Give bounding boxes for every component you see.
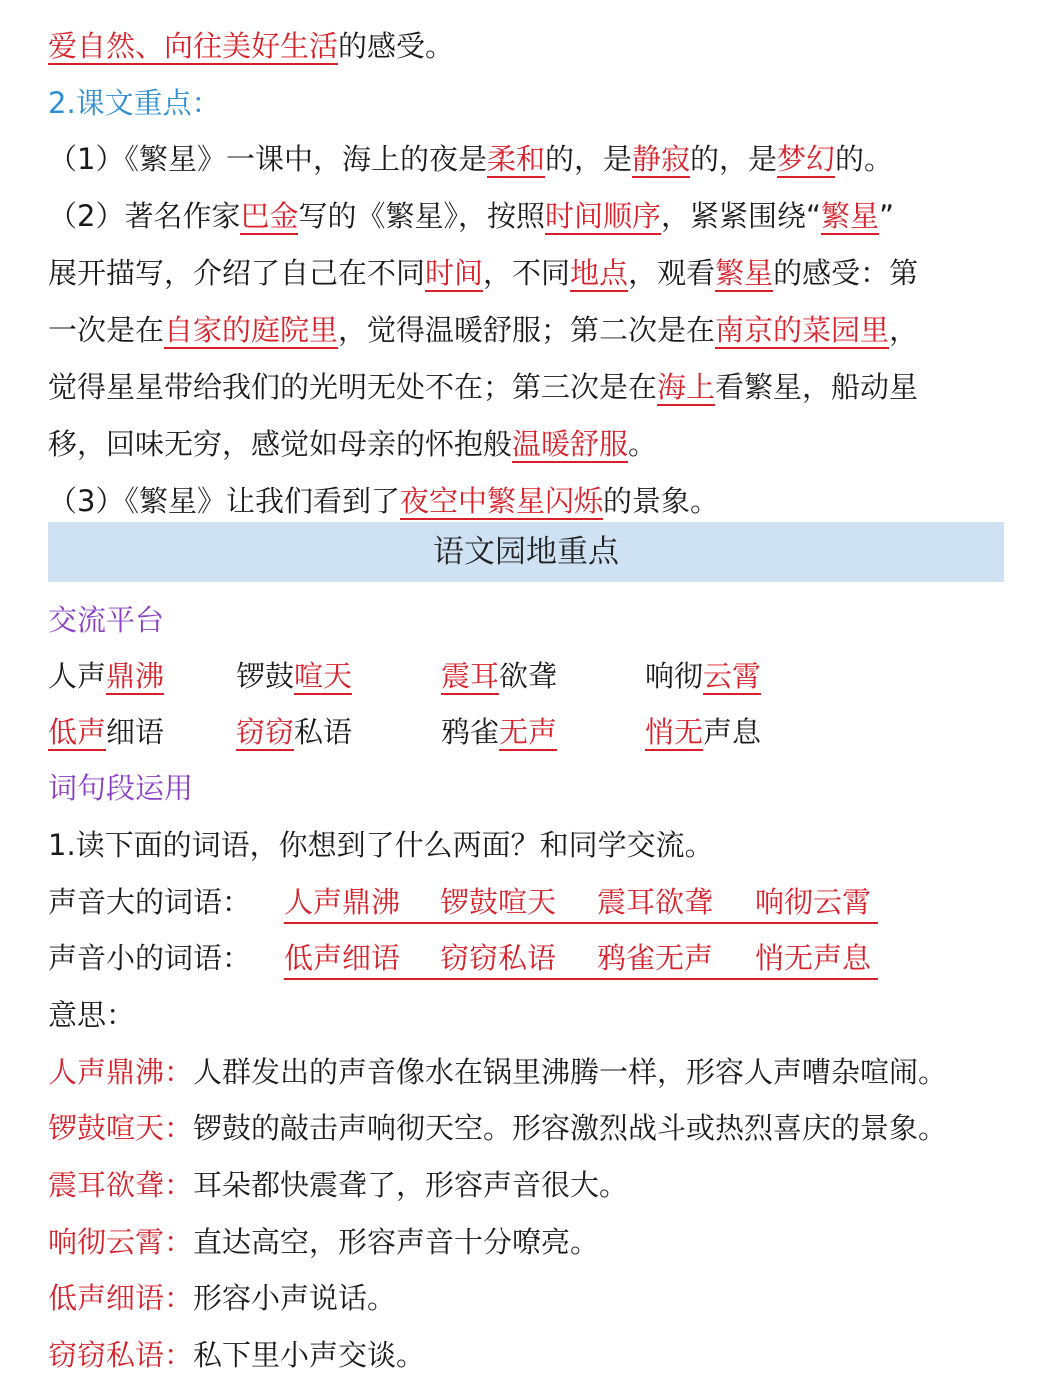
definition-text: 人群发出的声音像水在锅里沸腾一样，形容人声嘈杂喧闹。 [193,1055,948,1089]
definition-row [48,1165,1006,1205]
answer-blank: 夜空中繁星闪烁 [399,484,603,518]
text: 移，回味无穷，感觉如母亲的怀抱般 [48,427,513,461]
section-banner: 语文园地重点 [48,522,1004,582]
answer-word: 低声细语 [284,941,401,975]
text: 鸦雀 [441,715,500,749]
text: 一次是在 [48,313,165,347]
text-line-6 [48,310,1006,350]
answer-blank: 喧天 [294,659,353,693]
text: 人声 [48,659,107,693]
text: 的景象。 [602,484,719,518]
definition-term: 震耳欲聋： [48,1168,194,1202]
answer-blank: 静寂 [631,142,690,176]
text: ，不同 [483,256,571,290]
answer-word: 窃窃私语 [440,941,557,975]
text: 的感受。 [338,29,455,63]
answer-blank: 温暖舒服 [512,427,629,461]
text-line-4 [48,196,1006,236]
subheading-key-points: 2.课文重点： [48,86,221,120]
definition-term: 锣鼓喧天： [48,1111,194,1145]
answer-blank: 震耳 [441,659,500,693]
answer-blank: 自家的庭院里 [164,313,339,347]
text: ，紧紧围绕“ [661,199,822,233]
word-item [48,656,164,696]
definition-text: 直达高空，形容声音十分嘹亮。 [193,1225,600,1259]
quiet-words-row [48,938,1006,978]
answer-blank: 低声 [48,715,107,749]
text: 私语 [294,715,353,749]
answer-blank: 时间顺序 [544,199,661,233]
text: ，观看 [628,256,716,290]
definition-row [48,1222,1006,1262]
definition-text: 锣鼓的敲击声响彻天空。形容激烈战斗或热烈喜庆的景象。 [193,1111,948,1145]
answer-blank: 巴金 [240,199,299,233]
text: 写的《繁星》，按照 [298,199,545,233]
answer-word: 响彻云霄 [755,885,872,919]
answer-blank: 海上 [657,370,716,404]
answer-word: 锣鼓喧天 [440,885,557,919]
section-title-exchange-platform: 交流平台 [48,603,165,637]
text-line-3 [48,139,1006,179]
text: 的，是 [690,142,778,176]
loud-words-row [48,882,1006,922]
definition-term: 人声鼎沸： [48,1055,194,1089]
text: 的，是 [544,142,632,176]
answer-word: 震耳欲聋 [597,885,714,919]
text: （2）著名作家 [48,199,241,233]
word-item [48,712,164,752]
text: 觉得星星带给我们的光明无处不在；第三次是在 [48,370,658,404]
answer-blank: 梦幻 [777,142,836,176]
text-line-9 [48,481,1006,521]
text: 欲聋 [499,659,558,693]
answer-blank: 繁星 [821,199,880,233]
definition-text: 形容小声说话。 [193,1281,397,1315]
text-line-1 [48,26,1006,66]
text: 细语 [106,715,165,749]
text: （1）《繁星》一课中，海上的夜是 [48,142,487,176]
text: 的。 [835,142,894,176]
loud-words-answer [284,882,878,924]
text: 响彻 [645,659,704,693]
definition-row [48,1278,1006,1318]
definition-term: 窃窃私语： [48,1338,194,1372]
answer-word: 悄无声息 [755,941,872,975]
definition-row [48,1108,1006,1148]
text: ， [889,313,919,347]
answer-blank: 无声 [499,715,558,749]
definition-row [48,1335,1006,1375]
row-label: 声音小的词语： [48,941,252,975]
text: ” [879,199,895,233]
text: 的感受：第 [773,256,919,290]
text-line-5 [48,253,1006,293]
word-item [236,656,352,696]
answer-blank: 悄无 [645,715,704,749]
text-line-7 [48,367,1006,407]
row-label: 声音大的词语： [48,885,252,919]
definition-term: 低声细语： [48,1281,194,1315]
answer-blank: 南京的菜园里 [715,313,890,347]
text-line-8 [48,424,1006,464]
definition-row [48,1052,1006,1092]
word-item [645,712,761,752]
answer-blank: 地点 [570,256,629,290]
answer-word: 人声鼎沸 [284,885,401,919]
definition-term: 响彻云霄： [48,1225,194,1259]
word-item [441,656,557,696]
quiet-words-answer [284,938,878,980]
definition-text: 私下里小声交谈。 [193,1338,426,1372]
text: ，觉得温暖舒服；第二次是在 [338,313,716,347]
text: 。 [628,427,658,461]
text: 展开描写，介绍了自己在不同 [48,256,426,290]
word-item [236,712,352,752]
answer-blank: 鼎沸 [106,659,165,693]
text: 声息 [703,715,762,749]
word-item [441,712,557,752]
answer-word: 鸦雀无声 [597,941,714,975]
word-item [645,656,761,696]
meaning-label: 意思： [48,998,136,1032]
answer-blank: 爱自然、向往美好生活 [48,29,339,63]
definition-text: 耳朵都快震聋了，形容声音很大。 [193,1168,629,1202]
section-title-word-usage: 词句段运用 [48,771,194,805]
answer-blank: 繁星 [715,256,774,290]
text: 看繁星，船动星 [715,370,919,404]
question-1: 1.读下面的词语，你想到了什么两面？和同学交流。 [48,828,714,862]
answer-blank: 窃窃 [236,715,295,749]
text: （3）《繁星》让我们看到了 [48,484,400,518]
answer-blank: 时间 [425,256,484,290]
answer-blank: 云霄 [703,659,762,693]
answer-blank: 柔和 [486,142,545,176]
text: 锣鼓 [236,659,295,693]
